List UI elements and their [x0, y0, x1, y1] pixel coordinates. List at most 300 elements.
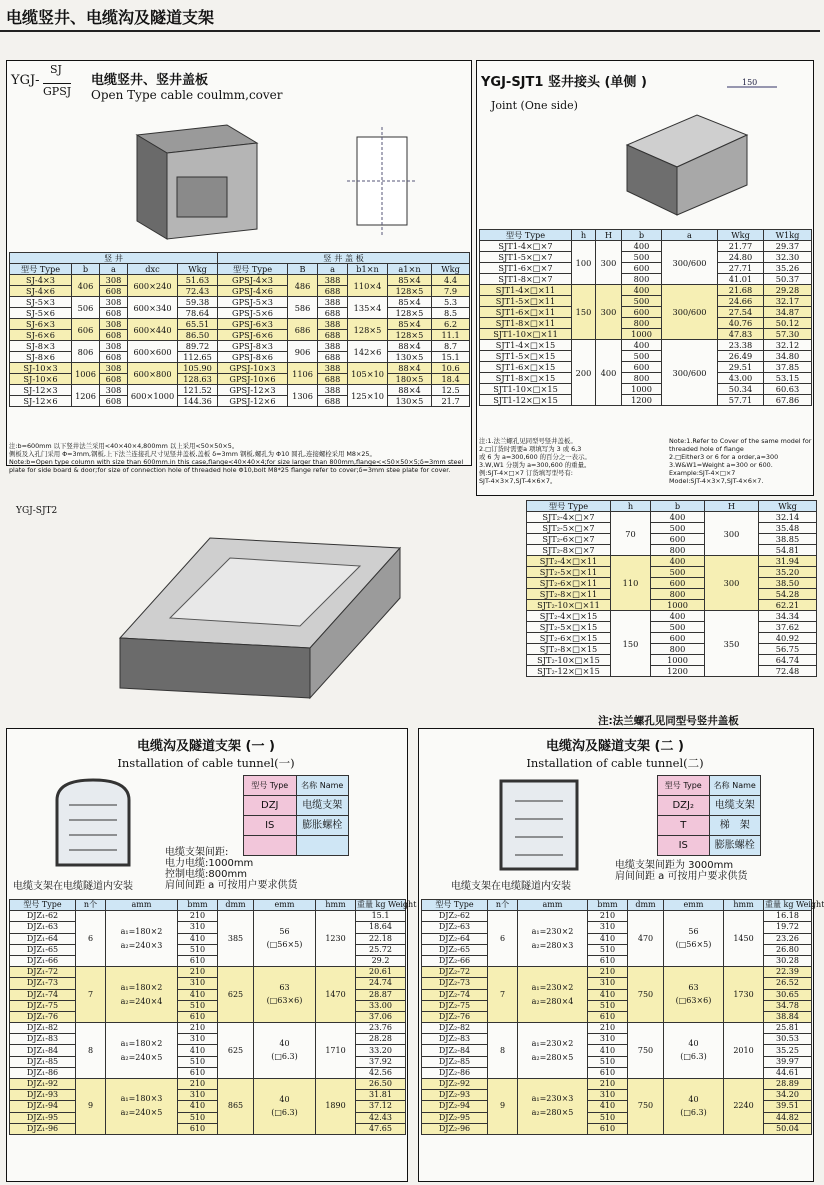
table-cell: DJZ₁-64	[10, 933, 76, 944]
table-cell: 7	[76, 967, 106, 1023]
table-cell: dmm	[218, 900, 254, 911]
table-cell: 64.74	[759, 655, 817, 666]
section-title-cn: 电缆竖井、竖井盖板	[91, 73, 209, 88]
table-cell: 6	[76, 911, 106, 967]
table-cell: GPSJ-6×6	[218, 330, 288, 341]
table-cell: 65.51	[178, 319, 218, 330]
table-cell: 88×4	[388, 363, 432, 374]
table-cell: SJT1-10×□×15	[480, 384, 572, 395]
note-line: 例:SJT-4×□×7 订货填写型号有:	[479, 469, 573, 477]
table-cell: a	[100, 264, 128, 275]
table-cell: 128×5	[388, 286, 432, 297]
table-cell: SJT1-8×□×11	[480, 318, 572, 329]
table-cell: 406	[72, 275, 100, 297]
table-row	[527, 567, 817, 578]
table-cell: 410	[178, 1045, 218, 1056]
table-cell: SJT₂-4×□×11	[527, 556, 611, 567]
table-cell: SJT₂-10×□×15	[527, 655, 611, 666]
a-spec: a₁=180×3	[120, 1094, 163, 1104]
note-line: threaded hole of flange	[669, 445, 744, 453]
table-row	[480, 263, 812, 274]
table-cell: 85×4	[388, 275, 432, 286]
tunnel-table	[9, 899, 417, 1135]
a-spec: a₁=180×2	[120, 926, 163, 936]
table-cell: 50.04	[764, 1123, 812, 1134]
table-cell: 8.5	[432, 308, 470, 319]
table-row	[10, 1079, 406, 1090]
table-cell: SJ-10×6	[10, 374, 72, 385]
table-cell: 800	[651, 545, 705, 556]
joint-illustration	[617, 75, 811, 221]
a-spec: a₂=240×3	[120, 940, 163, 950]
e-spec: (□63×6)	[675, 996, 712, 1006]
table-cell: 510	[588, 1112, 628, 1123]
table-cell: 35.20	[759, 567, 817, 578]
table-cell: 重量 kg Weight	[765, 900, 824, 910]
table-cell: 400	[622, 285, 662, 296]
table-cell: DJZ₁-83	[10, 1034, 76, 1045]
table-cell: 37.06	[356, 1011, 406, 1022]
note-line: 注:1.法兰螺孔见同型号竖井盖板。	[479, 437, 577, 445]
table-row	[480, 351, 812, 362]
table-cell: GPSJ-12×6	[218, 396, 288, 407]
table-cell: 308	[100, 341, 128, 352]
column-table	[9, 252, 470, 407]
table-cell: 400	[651, 556, 705, 567]
table-cell: 9	[488, 1079, 518, 1135]
table-row	[527, 512, 817, 523]
table-cell: 型号 Type	[658, 776, 710, 796]
table-row	[10, 253, 470, 264]
table-cell: 电缆支架	[296, 796, 349, 816]
table-cell: 35.48	[759, 523, 817, 534]
table-cell: DJZ₁-92	[10, 1079, 76, 1090]
table-cell: 29.51	[718, 362, 764, 373]
table-cell: 688	[318, 286, 348, 297]
table-cell: 10.6	[432, 363, 470, 374]
table-cell: SJT₂-5×□×11	[527, 567, 611, 578]
table-cell: SJT₂-8×□×15	[527, 644, 611, 655]
table-cell: SJT1-4×□×11	[480, 285, 572, 296]
table-cell: DJZ₂-92	[422, 1079, 488, 1090]
table-cell: 53.15	[764, 373, 812, 384]
table-cell: 85×4	[388, 319, 432, 330]
table-row	[10, 297, 470, 308]
table-cell: 300	[596, 285, 622, 340]
table-cell	[106, 1023, 178, 1079]
section-joint-one-side	[476, 60, 814, 496]
table-cell: 8	[76, 1023, 106, 1079]
table-cell: GPSJ-12×3	[218, 385, 288, 396]
table-row	[10, 385, 470, 396]
table-cell: 688	[318, 352, 348, 363]
table-cell: 29.37	[764, 241, 812, 252]
table-cell: 16.18	[764, 911, 812, 922]
table-cell: 750	[628, 1079, 664, 1135]
table-cell: 1710	[316, 1023, 356, 1079]
table-row	[244, 796, 349, 816]
sjt2-title: YGJ-SJT2	[16, 506, 58, 516]
table-cell: B	[288, 264, 318, 275]
table-cell: 62.21	[759, 600, 817, 611]
table-cell: 210	[588, 1023, 628, 1034]
note-line: 3.W,W1 分别为 a=300,600 的重量。	[479, 461, 591, 469]
note-line: Note:b=Open type column with size than 600mm.in this case,flange<40×40×4;for size larger than 800mm,flange<<50×50×5;δ=3mm steel	[9, 458, 464, 466]
table-cell: SJT1-5×□×7	[480, 252, 572, 263]
table-cell: 310	[178, 1090, 218, 1101]
table-cell: 310	[178, 1034, 218, 1045]
e-spec: 40	[279, 1094, 290, 1104]
table-cell: SJT1-6×□×7	[480, 263, 572, 274]
table-cell: 23.76	[356, 1023, 406, 1034]
table-cell: 608	[100, 330, 128, 341]
title-rule	[0, 30, 820, 32]
table-cell: 88×4	[388, 385, 432, 396]
table-cell	[664, 911, 724, 967]
table-cell: 30.28	[764, 955, 812, 966]
table-row	[10, 967, 406, 978]
table-cell: 388	[318, 385, 348, 396]
table-cell: 35.26	[764, 263, 812, 274]
note-line: Example:SJT-4×□×7	[669, 469, 736, 477]
note-line: 3.W&W1=Weight a=300 or 600.	[669, 461, 773, 469]
table-cell: 40.76	[718, 318, 764, 329]
table-cell: 1000	[622, 384, 662, 395]
joint-notes-cn	[479, 437, 669, 485]
table-cell: 电缆支架	[709, 796, 761, 816]
table-cell: 112.65	[178, 352, 218, 363]
legend-wrap	[657, 775, 761, 856]
table-cell: 50.37	[764, 274, 812, 285]
note-line: plate for side board & door;for size of connection hole of threaded hole Φ10,bolt M8*25 flange refer to cover;δ=3mm stee plate for cover.	[9, 466, 451, 474]
table-cell	[518, 1079, 588, 1135]
table-cell: 150	[572, 285, 596, 340]
joint-notes-en	[669, 437, 813, 485]
table-cell: 600×600	[128, 341, 178, 363]
tunnel-illustration	[47, 775, 139, 871]
table-cell: SJ-4×3	[10, 275, 72, 286]
table-cell: 1230	[316, 911, 356, 967]
sjt2-table-wrap	[526, 500, 816, 677]
table-cell: 210	[178, 967, 218, 978]
table-cell: 51.63	[178, 275, 218, 286]
table-cell: 32.14	[759, 512, 817, 523]
table-cell: 400	[622, 340, 662, 351]
table-cell: h	[572, 230, 596, 241]
table-cell: H	[705, 501, 759, 512]
table-cell: SJT₂-6×□×15	[527, 633, 611, 644]
table-cell: 128×5	[388, 308, 432, 319]
table-cell: 121.52	[178, 385, 218, 396]
table-cell: DJZ₂-83	[422, 1034, 488, 1045]
table-cell: 600	[622, 263, 662, 274]
table-cell: 32.12	[764, 340, 812, 351]
code-prefix: YGJ-	[11, 73, 40, 88]
table-cell: 34.87	[764, 307, 812, 318]
table-cell: 800	[622, 274, 662, 285]
table-cell: 20.61	[356, 967, 406, 978]
table-cell: 7	[488, 967, 518, 1023]
table-cell	[106, 967, 178, 1023]
table-cell: 1470	[316, 967, 356, 1023]
table-row	[527, 556, 817, 567]
table-row	[527, 644, 817, 655]
table-cell: 210	[178, 1079, 218, 1090]
table-row	[527, 600, 817, 611]
table-row	[658, 796, 761, 816]
table-cell: 470	[628, 911, 664, 967]
sjt2-illustration	[110, 518, 440, 710]
table-cell: 800	[651, 644, 705, 655]
table-cell: 600×1000	[128, 385, 178, 407]
table-cell: DJZ₁-72	[10, 967, 76, 978]
table-cell: 128.63	[178, 374, 218, 385]
table-cell: 610	[588, 1123, 628, 1134]
table-cell: 28.89	[764, 1079, 812, 1090]
table-cell: 42.43	[356, 1112, 406, 1123]
table-cell: 210	[588, 1079, 628, 1090]
table-cell: 144.36	[178, 396, 218, 407]
table-cell: GPSJ-8×3	[218, 341, 288, 352]
e-spec: (□6.3)	[680, 1107, 707, 1117]
table-cell: 78.64	[178, 308, 218, 319]
table-cell: IS	[658, 836, 710, 856]
table-cell: 型号 Type	[480, 230, 572, 241]
table-cell: 35.25	[764, 1045, 812, 1056]
table-cell: SJT₂-8×□×11	[527, 589, 611, 600]
table-cell: dmm	[628, 900, 664, 911]
table-cell: 竖 井	[10, 253, 218, 264]
table-cell: DJZ₂-66	[422, 955, 488, 966]
table-cell: 26.80	[764, 944, 812, 955]
table-cell: 26.49	[718, 351, 764, 362]
table-cell: 42.56	[356, 1067, 406, 1078]
table-cell: DJZ₂-62	[422, 911, 488, 922]
table-cell: b1×n	[348, 264, 388, 275]
table-cell: 22.18	[356, 933, 406, 944]
table-cell: 22.39	[764, 967, 812, 978]
table-cell: 600×240	[128, 275, 178, 297]
table-row	[480, 230, 812, 241]
table-cell: 610	[178, 1011, 218, 1022]
table-cell: 105×10	[348, 363, 388, 385]
table-cell: 410	[588, 1045, 628, 1056]
table-cell	[664, 967, 724, 1023]
spacing-line: 电缆支架间距:	[165, 847, 229, 858]
table-cell: 130×5	[388, 396, 432, 407]
table-cell: 500	[651, 523, 705, 534]
table-cell: SJT₂-6×□×7	[527, 534, 611, 545]
table-cell: bmm	[588, 900, 628, 911]
table-row	[10, 319, 470, 330]
a-spec: a₁=230×3	[531, 1094, 574, 1104]
table-cell: 38.84	[764, 1011, 812, 1022]
table-row	[422, 967, 812, 978]
table-row	[422, 900, 812, 911]
table-cell: 23.26	[764, 933, 812, 944]
table-cell	[254, 1079, 316, 1135]
table-cell: 37.92	[356, 1056, 406, 1067]
table-cell: 586	[288, 297, 318, 319]
table-cell: SJT1-12×□×15	[480, 395, 572, 406]
table-cell: 608	[100, 308, 128, 319]
table-cell: SJ-10×3	[10, 363, 72, 374]
table-cell: DJZ₂-94	[422, 1101, 488, 1112]
table-row	[658, 836, 761, 856]
table-cell: 72.48	[759, 666, 817, 677]
table-cell: 54.28	[759, 589, 817, 600]
table-cell	[254, 1023, 316, 1079]
table-cell: SJT1-10×□×11	[480, 329, 572, 340]
table-row	[10, 264, 470, 275]
code-top: SJ	[50, 63, 62, 76]
table-cell: DJZ₂-84	[422, 1045, 488, 1056]
table-cell	[106, 911, 178, 967]
table-cell: 600×800	[128, 363, 178, 385]
table-cell: 57.71	[718, 395, 764, 406]
table-cell: 486	[288, 275, 318, 297]
table-cell: 388	[318, 275, 348, 286]
table-cell: 600×340	[128, 297, 178, 319]
table-cell: 30.53	[764, 1034, 812, 1045]
table-cell: 510	[588, 1056, 628, 1067]
legend-wrap	[243, 775, 349, 856]
table-row	[480, 384, 812, 395]
table-cell: 37.12	[356, 1101, 406, 1112]
table-cell: 33.20	[356, 1045, 406, 1056]
table-cell: SJT1-5×□×15	[480, 351, 572, 362]
table-cell: 25.72	[356, 944, 406, 955]
table-cell: SJT1-6×□×11	[480, 307, 572, 318]
table-cell: 1000	[622, 329, 662, 340]
table-cell: 310	[588, 1090, 628, 1101]
section-tunnel-one	[6, 728, 417, 1182]
table-cell: DJZ₁-94	[10, 1101, 76, 1112]
a-spec: a₂=280×4	[531, 996, 574, 1006]
table-row	[527, 589, 817, 600]
table-cell: SJ-6×3	[10, 319, 72, 330]
table-cell: GPSJ-10×3	[218, 363, 288, 374]
table-cell: n个	[488, 900, 518, 911]
e-spec: (□6.3)	[271, 1052, 298, 1062]
table-cell: 型号 Type	[244, 776, 297, 796]
table-cell: 24.74	[356, 978, 406, 989]
table-cell: SJT1-6×□×15	[480, 362, 572, 373]
tunnel-caption: 电缆支架在电缆隧道内安装	[13, 881, 133, 892]
table-cell: 410	[588, 1101, 628, 1112]
table-cell: 210	[178, 1023, 218, 1034]
table-cell: 32.17	[764, 296, 812, 307]
table-cell: 24.80	[718, 252, 764, 263]
table-cell: DJZ₁-75	[10, 1000, 76, 1011]
table-cell: 210	[178, 911, 218, 922]
note-line: Model:SJT-4×3×7,SJT-4×6×7.	[669, 477, 764, 485]
table-cell: 6	[488, 911, 518, 967]
sjt2-table	[526, 500, 817, 677]
table-cell: 85×4	[388, 297, 432, 308]
table-cell: 500	[622, 296, 662, 307]
joint-table	[479, 229, 812, 406]
note-line: 注:b=600mm 以下竖井法兰采用<40×40×4,800mm 以上采用<50×50×5。	[9, 442, 239, 450]
table-cell: 308	[100, 385, 128, 396]
table-cell: DJZ₁-93	[10, 1090, 76, 1101]
table-cell: DJZ₂-95	[422, 1112, 488, 1123]
table-cell: 12.5	[432, 385, 470, 396]
table-cell: 竖 井 盖 板	[218, 253, 470, 264]
table-row	[658, 776, 761, 796]
table-cell: SJ-5×6	[10, 308, 72, 319]
table-cell: b	[72, 264, 100, 275]
a-spec: a₂=240×5	[120, 1052, 163, 1062]
table-row	[480, 241, 812, 252]
table-cell: 1730	[724, 967, 764, 1023]
table-cell: 型号 Type	[10, 264, 72, 275]
table-cell: 31.81	[356, 1090, 406, 1101]
spacing-notes	[615, 860, 748, 882]
table-cell: 388	[318, 341, 348, 352]
table-cell: 1450	[724, 911, 764, 967]
table-cell	[254, 967, 316, 1023]
table-cell	[518, 1023, 588, 1079]
table-cell: 865	[218, 1079, 254, 1135]
table-cell: 800	[651, 589, 705, 600]
table-cell: DJZ₁-73	[10, 978, 76, 989]
table-cell: 重量 kg Weight	[357, 900, 417, 910]
table-cell: 105.90	[178, 363, 218, 374]
table-row	[422, 1079, 812, 1090]
table-cell: 38.50	[759, 578, 817, 589]
table-cell: SJT1-4×□×15	[480, 340, 572, 351]
table-cell: DJZ₁-76	[10, 1011, 76, 1022]
table-cell: 608	[100, 396, 128, 407]
table-cell: 50.34	[718, 384, 764, 395]
table-cell: 388	[318, 297, 348, 308]
table-cell: 806	[72, 341, 100, 363]
sjt2-note: 注:法兰螺孔见同型号竖井盖板	[598, 715, 739, 727]
table-cell: 88×4	[388, 341, 432, 352]
table-cell: SJT₂-4×□×15	[527, 611, 611, 622]
table-row	[480, 318, 812, 329]
table-cell: 610	[588, 955, 628, 966]
table-cell: DJZ₂-72	[422, 967, 488, 978]
table-cell: 410	[588, 933, 628, 944]
table-cell: hmm	[724, 900, 764, 911]
table-cell: 29.2	[356, 955, 406, 966]
table-cell: emm	[254, 900, 316, 911]
table-cell: 608	[100, 352, 128, 363]
table-cell: GPSJ-6×3	[218, 319, 288, 330]
table-cell: dxc	[128, 264, 178, 275]
table-cell: SJT₂-5×□×7	[527, 523, 611, 534]
table-cell: GPSJ-5×3	[218, 297, 288, 308]
table-cell: 56.75	[759, 644, 817, 655]
table-cell: 130×5	[388, 352, 432, 363]
table-cell: 7.9	[432, 286, 470, 297]
table-cell: 600	[651, 578, 705, 589]
table-cell: 1006	[72, 363, 100, 385]
table-cell: 名称 Name	[296, 776, 349, 796]
table-cell: 128×5	[388, 330, 432, 341]
table-cell: DJZ₂-86	[422, 1067, 488, 1078]
section-title-en: Installation of cable tunnel(一)	[117, 756, 295, 770]
table-cell: 210	[588, 911, 628, 922]
table-cell: 300	[705, 556, 759, 611]
a-spec: a₁=230×2	[531, 1038, 574, 1048]
table-cell: 4.4	[432, 275, 470, 286]
table-row	[10, 911, 406, 922]
table-cell: Wkg	[718, 230, 764, 241]
table-cell: 34.34	[759, 611, 817, 622]
